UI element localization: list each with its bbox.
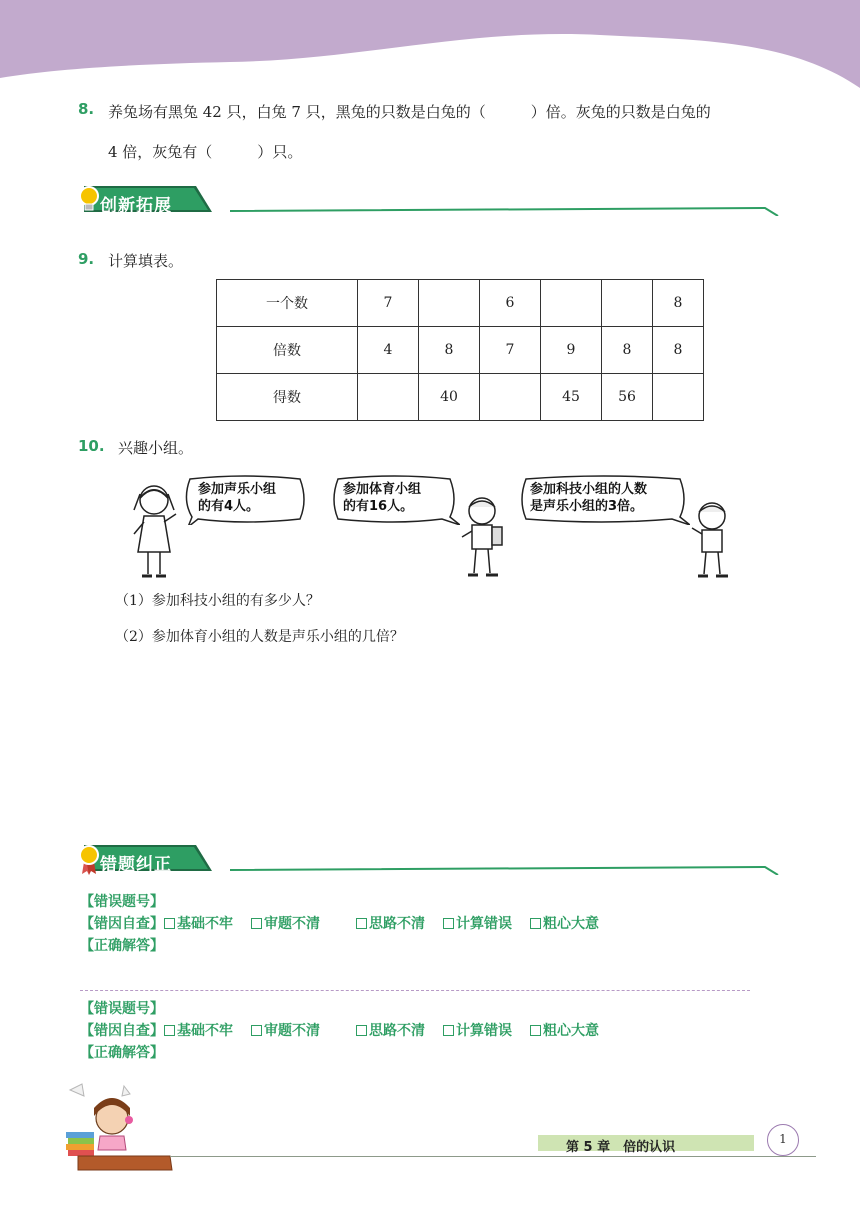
- table-cell: 8: [419, 327, 480, 374]
- bubble-text: 参加声乐小组 的有4人。: [198, 482, 277, 514]
- option-calculation[interactable]: 计算错误: [443, 1020, 512, 1040]
- table-cell: 56: [602, 374, 653, 421]
- bubble-text: 参加科技小组的人数 是声乐小组的3倍。: [530, 482, 648, 514]
- error-correction-block: [80, 891, 617, 957]
- boy-figure-icon: [686, 500, 736, 580]
- table-cell: [653, 374, 704, 421]
- footer-rule: [170, 1156, 816, 1157]
- checkbox-icon: [251, 1025, 262, 1036]
- section-divider: [230, 845, 790, 875]
- option-thinking[interactable]: 思路不清: [356, 1020, 425, 1040]
- option-calculation[interactable]: 计算错误: [443, 913, 512, 933]
- checkbox-icon: [164, 1025, 175, 1036]
- option-thinking[interactable]: 思路不清: [356, 913, 425, 933]
- table-cell: 7: [480, 327, 541, 374]
- error-correction-block: [80, 998, 617, 1064]
- dashed-divider: [80, 990, 750, 991]
- table-cell: 6: [480, 280, 541, 327]
- calc-table: [216, 279, 704, 421]
- error-number-label: 【错误题号】: [80, 1001, 164, 1017]
- checkbox-icon: [356, 918, 367, 929]
- option-reading[interactable]: 审题不清: [251, 913, 320, 933]
- table-cell: 4: [358, 327, 419, 374]
- page-number: 1: [767, 1124, 799, 1156]
- correct-answer-label: 【正确解答】: [80, 938, 164, 954]
- table-cell: 40: [419, 374, 480, 421]
- error-cause-row: [80, 1020, 617, 1042]
- checkbox-icon: [443, 1025, 454, 1036]
- table-cell: [480, 374, 541, 421]
- table-cell: 8: [653, 280, 704, 327]
- girl-figure-icon: [130, 480, 180, 580]
- row-header: 得数: [217, 374, 358, 421]
- table-cell: [602, 280, 653, 327]
- section-header-innovation: [78, 186, 788, 226]
- checkbox-icon: [164, 918, 175, 929]
- table-cell: 8: [653, 327, 704, 374]
- table-cell: 9: [541, 327, 602, 374]
- checkbox-icon: [443, 918, 454, 929]
- checkbox-icon: [530, 918, 541, 929]
- option-basic[interactable]: 基础不牢: [164, 913, 233, 933]
- checkbox-icon: [530, 1025, 541, 1036]
- error-cause-row: [80, 913, 617, 935]
- table-row: [217, 280, 704, 327]
- lightbulb-icon: [78, 185, 100, 215]
- option-careless[interactable]: 粗心大意: [530, 913, 599, 933]
- error-number-label: 【错误题号】: [80, 894, 164, 910]
- option-reading[interactable]: 审题不清: [251, 1020, 320, 1040]
- question-text-line1: 养兔场有黑兔 42 只，白兔 7 只，黑兔的只数是白兔的（ ）倍。灰兔的只数是白兔的: [108, 103, 711, 121]
- sub-question-2: （2）参加体育小组的人数是声乐小组的几倍？: [115, 629, 404, 645]
- correct-answer-label: 【正确解答】: [80, 1045, 164, 1061]
- bubble-text: 参加体育小组 的有16人。: [343, 482, 422, 514]
- section-divider: [230, 186, 790, 216]
- table-row: [217, 327, 704, 374]
- error-cause-label: 【错因自查】: [80, 1023, 164, 1039]
- student-reading-icon: [60, 1080, 175, 1172]
- section-header-errors: [78, 845, 788, 885]
- checkbox-icon: [251, 918, 262, 929]
- error-cause-label: 【错因自查】: [80, 916, 164, 932]
- question-text: 兴趣小组。: [118, 439, 194, 457]
- table-cell: [358, 374, 419, 421]
- table-row: [217, 374, 704, 421]
- option-basic[interactable]: 基础不牢: [164, 1020, 233, 1040]
- boy-figure-icon: [458, 495, 508, 580]
- question-number: 9.: [78, 250, 95, 268]
- table-cell: [419, 280, 480, 327]
- question-text-line2: 4 倍，灰兔有（ ）只。: [108, 143, 303, 161]
- question-number: 10.: [78, 437, 105, 455]
- question-number: 8.: [78, 100, 95, 118]
- question-text: 计算填表。: [108, 252, 184, 270]
- table-cell: [541, 280, 602, 327]
- table-cell: 8: [602, 327, 653, 374]
- header-wave-decoration: [0, 0, 860, 95]
- checkbox-icon: [356, 1025, 367, 1036]
- section-title: 创新拓展: [100, 196, 172, 216]
- table-cell: 7: [358, 280, 419, 327]
- option-careless[interactable]: 粗心大意: [530, 1020, 599, 1040]
- chapter-title: 第 5 章 倍的认识: [566, 1140, 676, 1155]
- sub-question-1: （1）参加科技小组的有多少人？: [115, 593, 320, 609]
- row-header: 一个数: [217, 280, 358, 327]
- table-cell: 45: [541, 374, 602, 421]
- row-header: 倍数: [217, 327, 358, 374]
- section-title: 错题纠正: [100, 855, 172, 875]
- medal-icon: [78, 844, 100, 876]
